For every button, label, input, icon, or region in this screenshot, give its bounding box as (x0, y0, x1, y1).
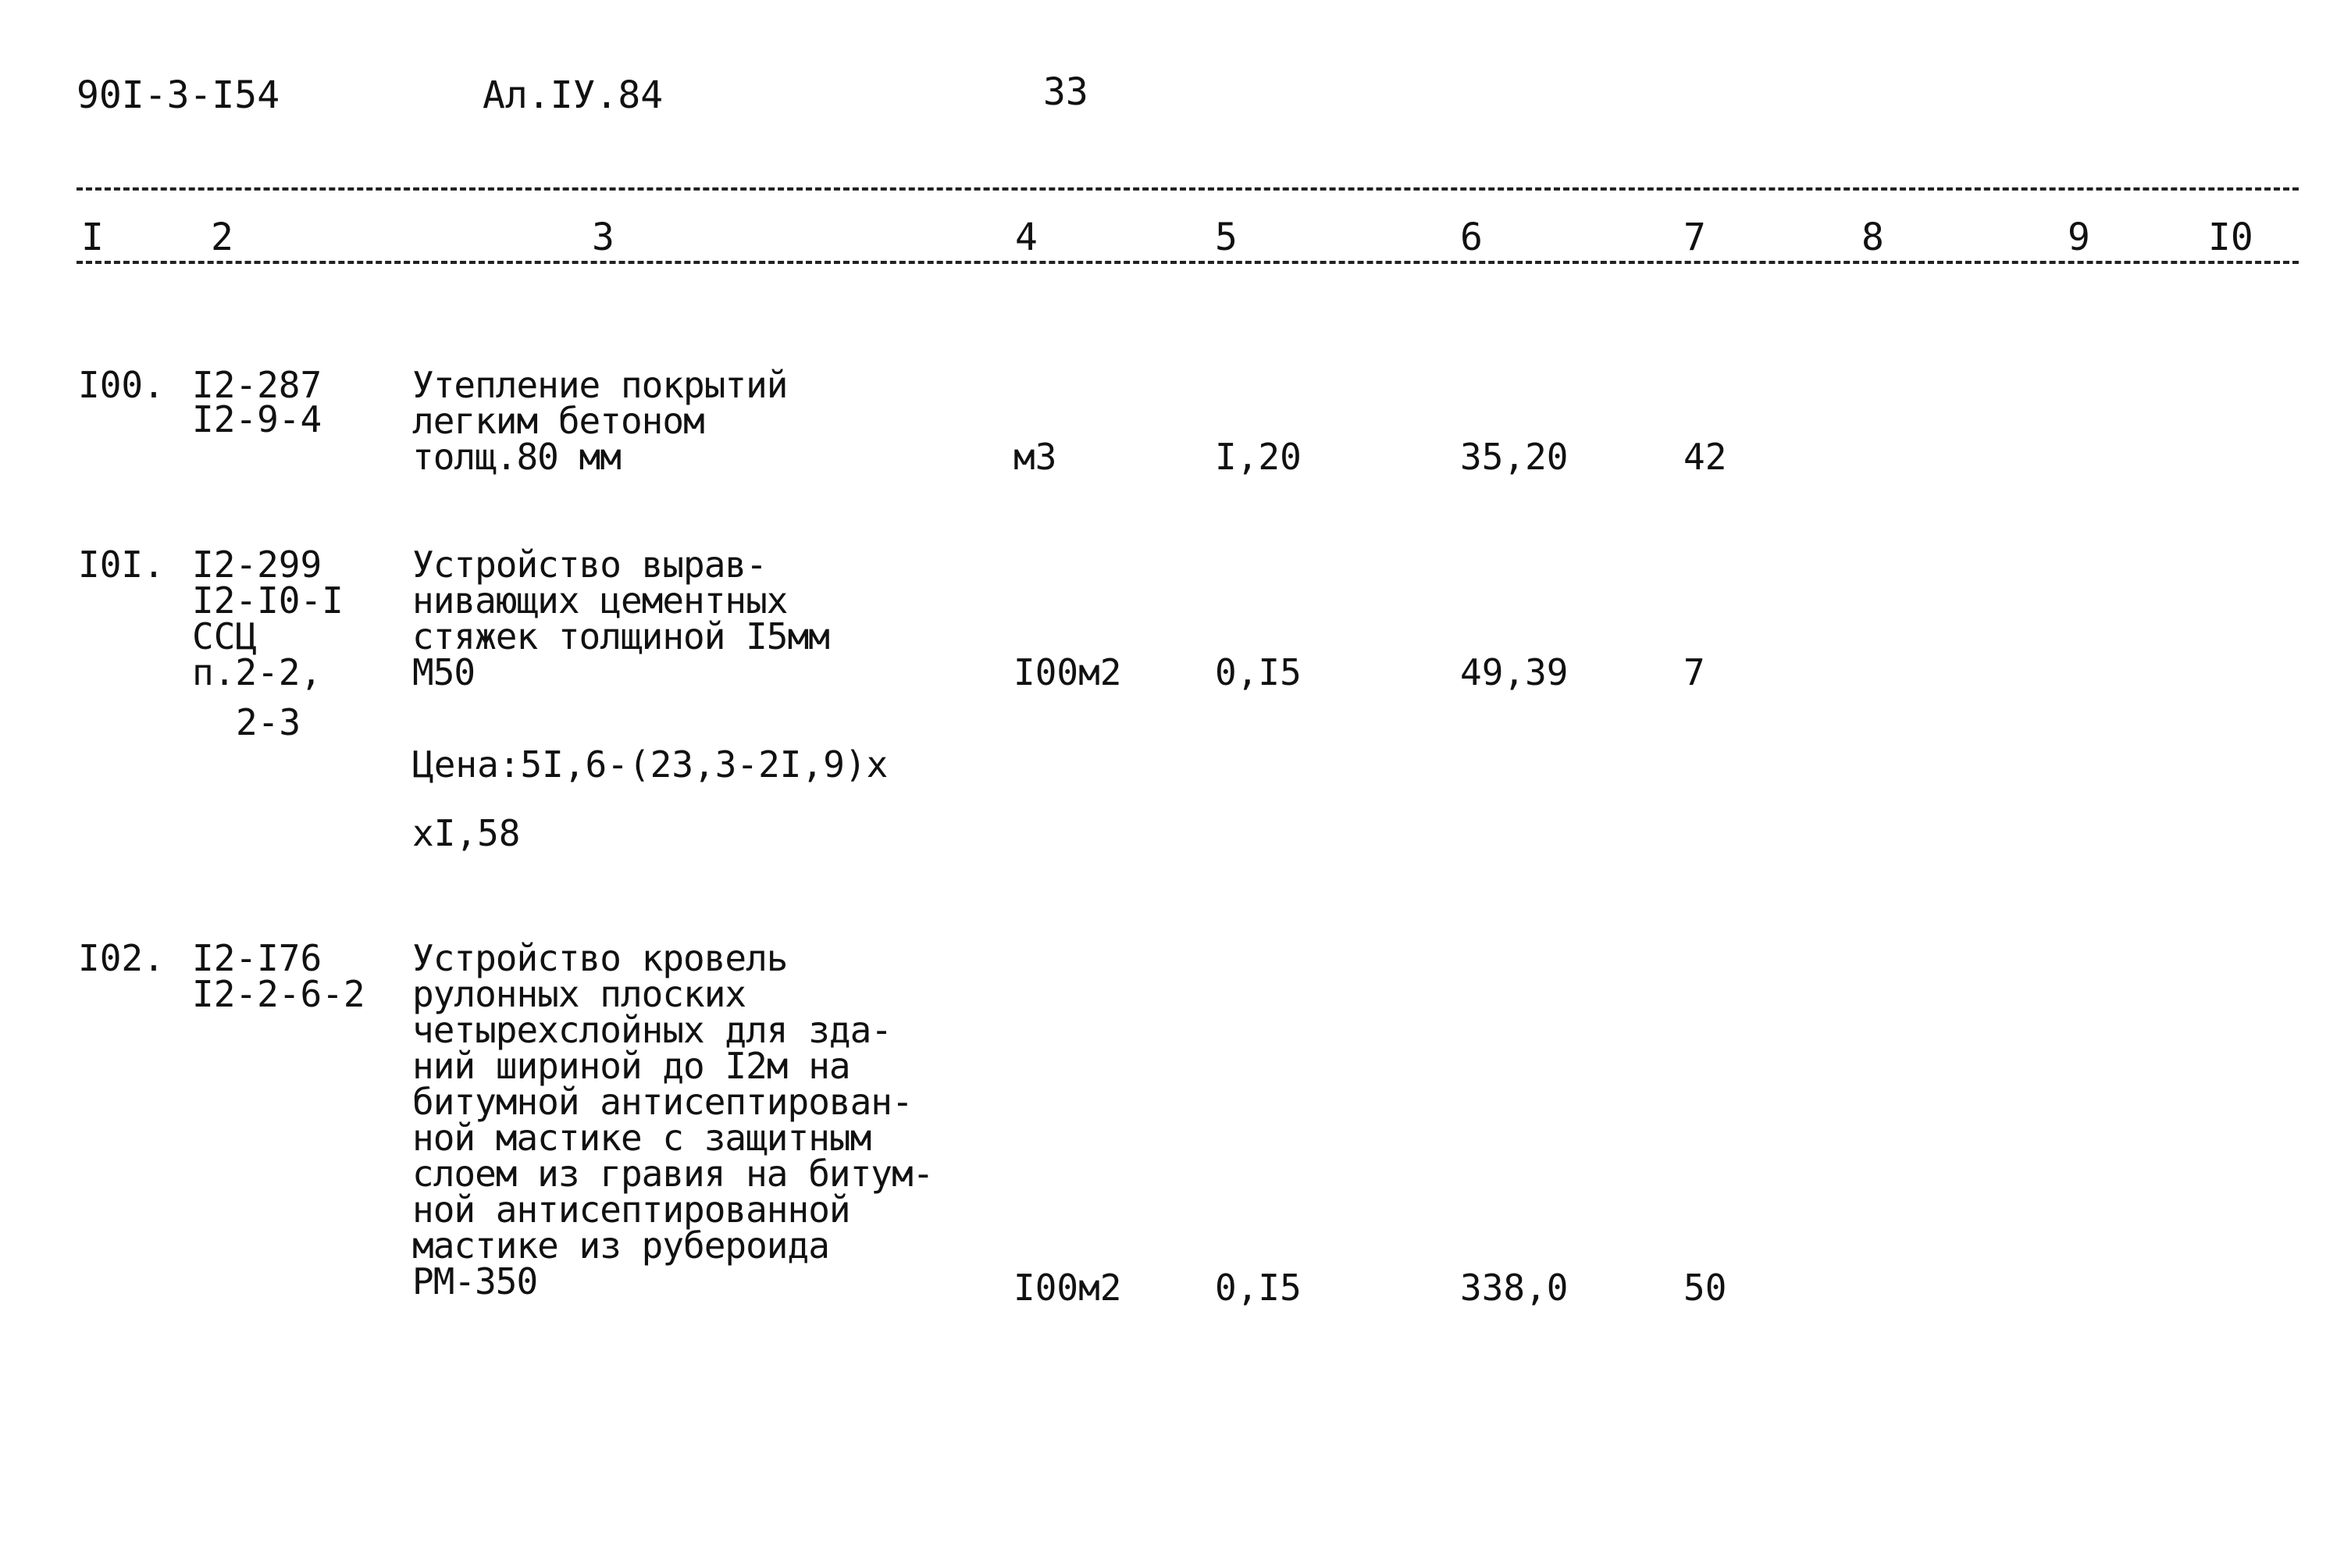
norm-code: I2-I0-I (192, 579, 344, 622)
unit: I00м2 (1013, 651, 1122, 693)
unit-price: 338,0 (1460, 1267, 1569, 1309)
work-description-line: стяжек толщиной I5мм (412, 615, 829, 657)
column-number: 6 (1460, 216, 1483, 259)
row-number: I02. (78, 937, 165, 979)
row-number: I00. (78, 364, 165, 406)
work-description-line: ний шириной до I2м на (412, 1045, 850, 1087)
unit: м3 (1013, 436, 1057, 478)
norm-code: I2-287 (192, 364, 322, 406)
norm-code: I2-2-6-2 (192, 973, 365, 1015)
total-cost: 50 (1683, 1267, 1727, 1309)
work-description-line: рулонных плоских (412, 973, 746, 1015)
work-description-line: нивающих цементных (412, 579, 788, 622)
column-number: 4 (1015, 216, 1038, 259)
quantity: 0,I5 (1215, 651, 1302, 693)
column-number: 8 (1861, 216, 1884, 259)
norm-code: п.2-2, (192, 651, 322, 693)
unit-price: 35,20 (1460, 436, 1569, 478)
work-description-line: битумной антисептирован- (412, 1081, 913, 1123)
column-number: I (81, 216, 104, 259)
top-dashed-rule (77, 187, 2299, 191)
total-cost: 42 (1683, 436, 1727, 478)
work-description-line: легким бетоном (412, 400, 704, 442)
album-number: Ал.IУ.84 (483, 73, 664, 117)
work-description-line: М50 (412, 651, 476, 693)
norm-code: I2-I76 (192, 937, 322, 979)
work-description-line: ной антисептированной (412, 1188, 850, 1231)
unit-price: 49,39 (1460, 651, 1569, 693)
norm-code: I2-299 (192, 543, 322, 586)
column-number: 3 (592, 216, 614, 259)
work-description-line: слоем из гравия на битум- (412, 1153, 934, 1195)
page-number: 33 (1043, 70, 1088, 114)
work-description-line: толщ.80 мм (412, 436, 621, 478)
price-note-line: хI,58 (412, 812, 521, 854)
row-number: I0I. (78, 543, 165, 586)
quantity: I,20 (1215, 436, 1302, 478)
work-description-line: Устройство вырав- (412, 543, 767, 586)
work-description-line: Утепление покрытий (412, 364, 788, 406)
work-description-line: четырехслойных для зда- (412, 1009, 892, 1051)
document-code: 90I-3-I54 (77, 73, 280, 117)
work-description-line: мастике из рубероида (412, 1224, 829, 1267)
work-description-line: РМ-350 (412, 1260, 538, 1303)
bottom-dashed-rule (77, 261, 2299, 264)
work-description-line: Устройство кровель (412, 937, 788, 979)
total-cost: 7 (1683, 651, 1705, 693)
price-note-line: Цена:5I,6-(23,3-2I,9)х (412, 743, 889, 786)
column-number: 2 (211, 216, 233, 259)
quantity: 0,I5 (1215, 1267, 1302, 1309)
norm-code: ССЦ (192, 615, 258, 657)
norm-code: I2-9-4 (192, 398, 322, 440)
column-number: 7 (1683, 216, 1706, 259)
column-number: 9 (2068, 216, 2090, 259)
column-number: 5 (1215, 216, 1238, 259)
column-number: I0 (2208, 216, 2253, 259)
work-description-line: ной мастике с защитным (412, 1117, 871, 1159)
unit: I00м2 (1013, 1267, 1122, 1309)
norm-code: 2-3 (236, 701, 301, 743)
